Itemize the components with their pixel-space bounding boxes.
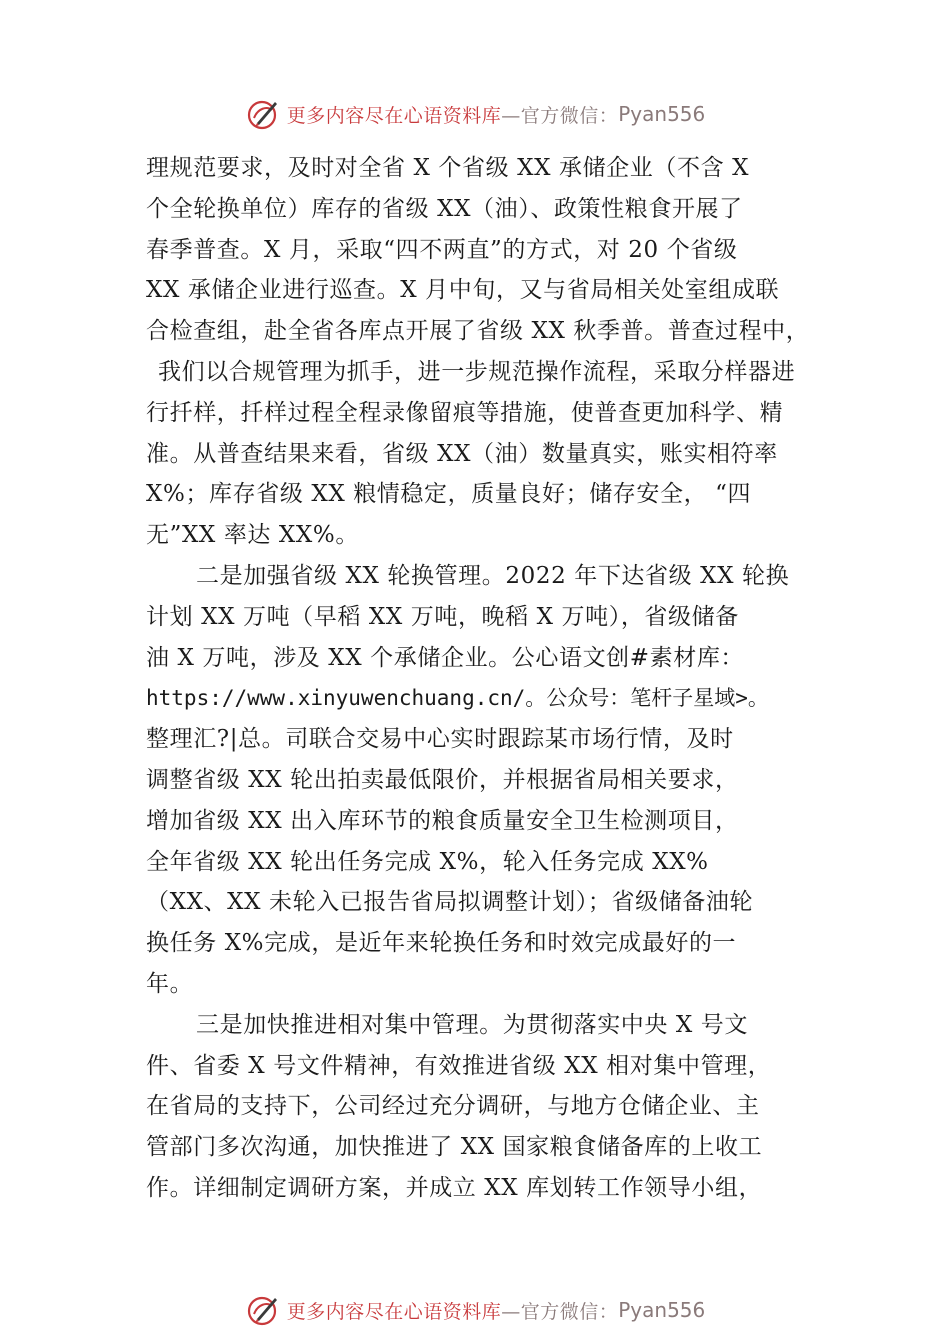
text-line: 计划 XX 万吨（早稻 XX 万吨，晚稻 X 万吨），省级储备 xyxy=(146,603,739,630)
banner-wechat-label: —官方微信： xyxy=(501,104,619,127)
text-line: 作。详细制定调研方案，并成立 XX 库划转工作领导小组， xyxy=(146,1174,763,1201)
text-line: X%；库存省级 XX 粮情稳定，质量良好；储存安全， “四 xyxy=(146,481,752,508)
text-line: 件、省委 X 号文件精神，有效推进省级 XX 相对集中管理， xyxy=(146,1052,772,1079)
text-line: 增加省级 XX 出入库环节的粮食质量安全卫生检测项目， xyxy=(146,807,739,834)
text-line: 三是加快推进相对集中管理。为贯彻落实中央 X 号文 xyxy=(196,1011,748,1038)
pen-swirl-logo-icon xyxy=(245,1292,281,1328)
text-line: 换任务 X%完成，是近年来轮换任务和时效完成最好的一 xyxy=(146,930,737,957)
text-line: 整理汇?|总。司联合交易中心实时跟踪某市场行情，及时 xyxy=(146,726,734,753)
banner-wechat-label: —官方微信： xyxy=(501,1300,619,1323)
banner-title: 更多内容尽在心语资料库 xyxy=(286,1300,502,1323)
paragraph-2 xyxy=(146,556,826,1005)
text-line: 我们以合规管理为抓手，进一步规范操作流程，采取分样器进 xyxy=(158,358,796,385)
header-watermark-banner xyxy=(0,94,950,134)
text-line: XX 承储企业进行巡查。X 月中旬，又与省局相关处室组成联 xyxy=(146,277,780,304)
text-line: 在省局的支持下，公司经过充分调研，与地方仓储企业、主 xyxy=(146,1093,760,1120)
paragraph-1 xyxy=(146,148,826,556)
text-line: 油 X 万吨，涉及 XX 个承储企业。公心语文创#素材库： xyxy=(146,644,745,671)
text-line: 个全轮换单位）库存的省级 XX（油）、政策性粮食开展了 xyxy=(146,195,743,222)
footer-watermark-banner xyxy=(0,1290,950,1330)
text-line: 全年省级 XX 轮出任务完成 X%，轮入任务完成 XX% xyxy=(146,848,709,875)
text-line-url: https://www.xinyuwenchuang.cn/。公众号：笔杆子星域>。 xyxy=(146,686,769,711)
text-line: 调整省级 XX 轮出拍卖最低限价，并根据省局相关要求， xyxy=(146,766,739,793)
text-line: 合检查组，赴全省各库点开展了省级 XX 秋季普。普查过程中， xyxy=(146,318,810,345)
text-line: 无”XX 率达 XX%。 xyxy=(146,522,359,549)
text-line: 准。从普查结果来看，省级 XX（油）数量真实，账实相符率 xyxy=(146,440,778,467)
paragraph-3 xyxy=(146,1005,826,1209)
document-body xyxy=(146,148,826,1209)
text-line: 年。 xyxy=(146,970,194,997)
pen-swirl-logo-icon xyxy=(245,96,281,132)
text-line: （XX、XX 未轮入已报告省局拟调整计划）；省级储备油轮 xyxy=(146,889,754,916)
text-line: 行扦样，扦样过程全程录像留痕等措施，使普查更加科学、精 xyxy=(146,399,784,426)
text-line: 管部门多次沟通，加快推进了 XX 国家粮食储备库的上收工 xyxy=(146,1134,763,1161)
banner-title: 更多内容尽在心语资料库 xyxy=(286,104,502,127)
text-line: 理规范要求，及时对全省 X 个省级 XX 承储企业（不含 X xyxy=(146,155,750,181)
banner-wechat-id: Pyan556 xyxy=(618,1298,706,1322)
text-line: 二是加强省级 XX 轮换管理。2022 年下达省级 XX 轮换 xyxy=(196,562,790,589)
text-line: 春季普查。X 月，采取“四不两直”的方式，对 20 个省级 xyxy=(146,236,738,263)
banner-wechat-id: Pyan556 xyxy=(618,102,706,126)
